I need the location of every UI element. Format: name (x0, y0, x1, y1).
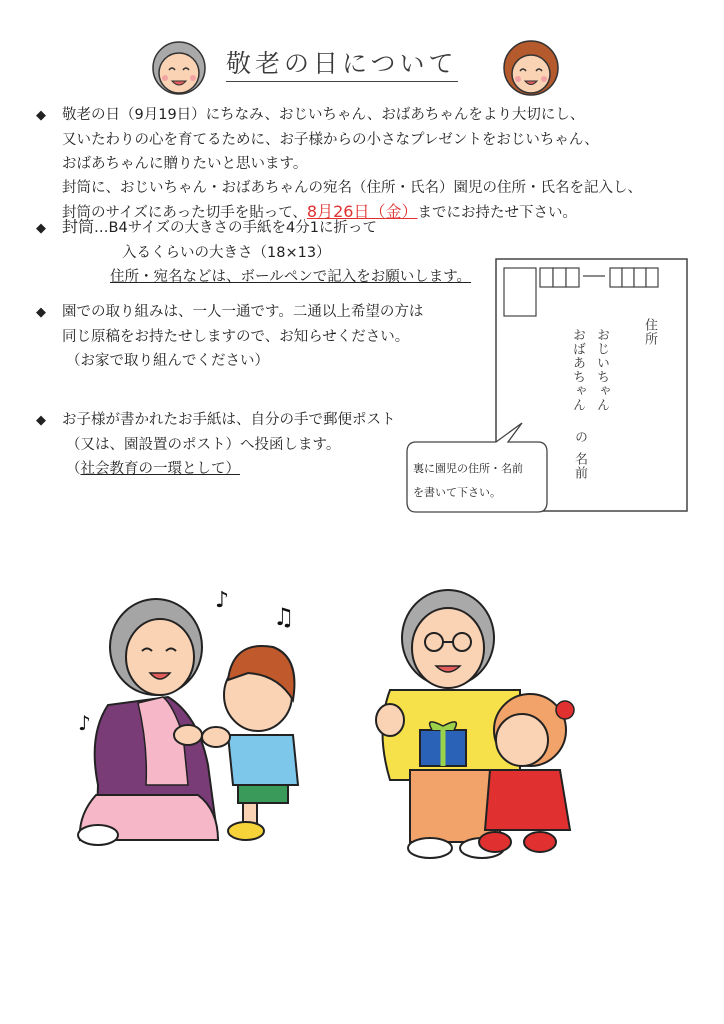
paragraph-line: 同じ原稿をお持たせしますので、お知らせください。 (62, 329, 410, 345)
paragraph-line: 敬老の日（9月19日）にちなみ、おじいちゃん、おばあちゃんをより大切にし、 (62, 107, 585, 123)
paragraph-line: （又は、園設置のポスト）へ投函します。 (66, 437, 341, 453)
envelope-no: の (572, 430, 587, 444)
bullet-diamond-icon: ◆ (36, 108, 46, 123)
paragraph-line: 又いたわりの心を育てるために、お子様からの小さなプレゼントをおじいちゃん、 (62, 132, 599, 148)
grandpa-and-child-illustration (370, 580, 582, 865)
paragraph-envelope (36, 215, 471, 289)
bubble-line: 裏に園児の住所・名前 (413, 462, 523, 475)
grandma-and-child-illustration (68, 585, 323, 850)
paren-open: （ (66, 461, 81, 477)
svg-text:♫: ♫ (273, 603, 295, 631)
deadline-date: 8月26日（金） (306, 202, 418, 221)
envelope-grandpa: おじいちゃん (594, 328, 609, 412)
paragraph-line: 園での取り組みは、一人一通です。二通以上希望の方は (62, 304, 424, 320)
paragraph-respect-for-aged-day (36, 103, 642, 225)
paren-close: ） (225, 461, 240, 477)
envelope-address-label: 住所 (642, 318, 657, 346)
stamp-box (504, 268, 536, 316)
svg-text:♪: ♪ (215, 588, 230, 613)
paragraph-line: 住所・宛名などは、ボールペンで記入をお願いします。 (110, 269, 472, 285)
paragraph-line: （お家で取り組んでください） (66, 353, 269, 369)
paragraph-posting (36, 408, 396, 481)
bullet-diamond-icon: ◆ (36, 413, 46, 428)
mother-face-icon (500, 38, 562, 98)
bubble-line: を書いて下さい。 (413, 486, 501, 499)
paragraph-line: おばあちゃんに贈りたいと思います。 (62, 156, 308, 172)
svg-text:♪: ♪ (78, 711, 91, 735)
paragraph-line: までにお持たせ下さい。 (417, 205, 577, 221)
page-title: 敬老の日について (226, 44, 458, 82)
paragraph-line: 封筒のサイズにあった切手を貼って、 (62, 205, 307, 221)
social-education-note: 社会教育の一環として (80, 461, 226, 477)
grandma-face-icon (148, 38, 210, 98)
paragraph-one-per-child (36, 300, 423, 373)
paragraph-line: 入るくらいの大きさ（18×13） (122, 245, 331, 261)
envelope-name: 名前 (572, 452, 587, 480)
envelope-grandma: おばあちゃん (570, 328, 585, 412)
envelope-label: 封筒 (62, 217, 95, 236)
bullet-diamond-icon: ◆ (36, 305, 46, 320)
bullet-diamond-icon: ◆ (36, 221, 46, 236)
paragraph-line: …B4サイズの大きさの手紙を4分1に折って (94, 220, 377, 236)
paragraph-line: 封筒に、おじいちゃん・おばあちゃんの宛名（住所・氏名）園児の住所・氏名を記入し、 (62, 180, 642, 196)
paragraph-line: お子様が書かれたお手紙は、自分の手で郵便ポスト (62, 412, 396, 428)
